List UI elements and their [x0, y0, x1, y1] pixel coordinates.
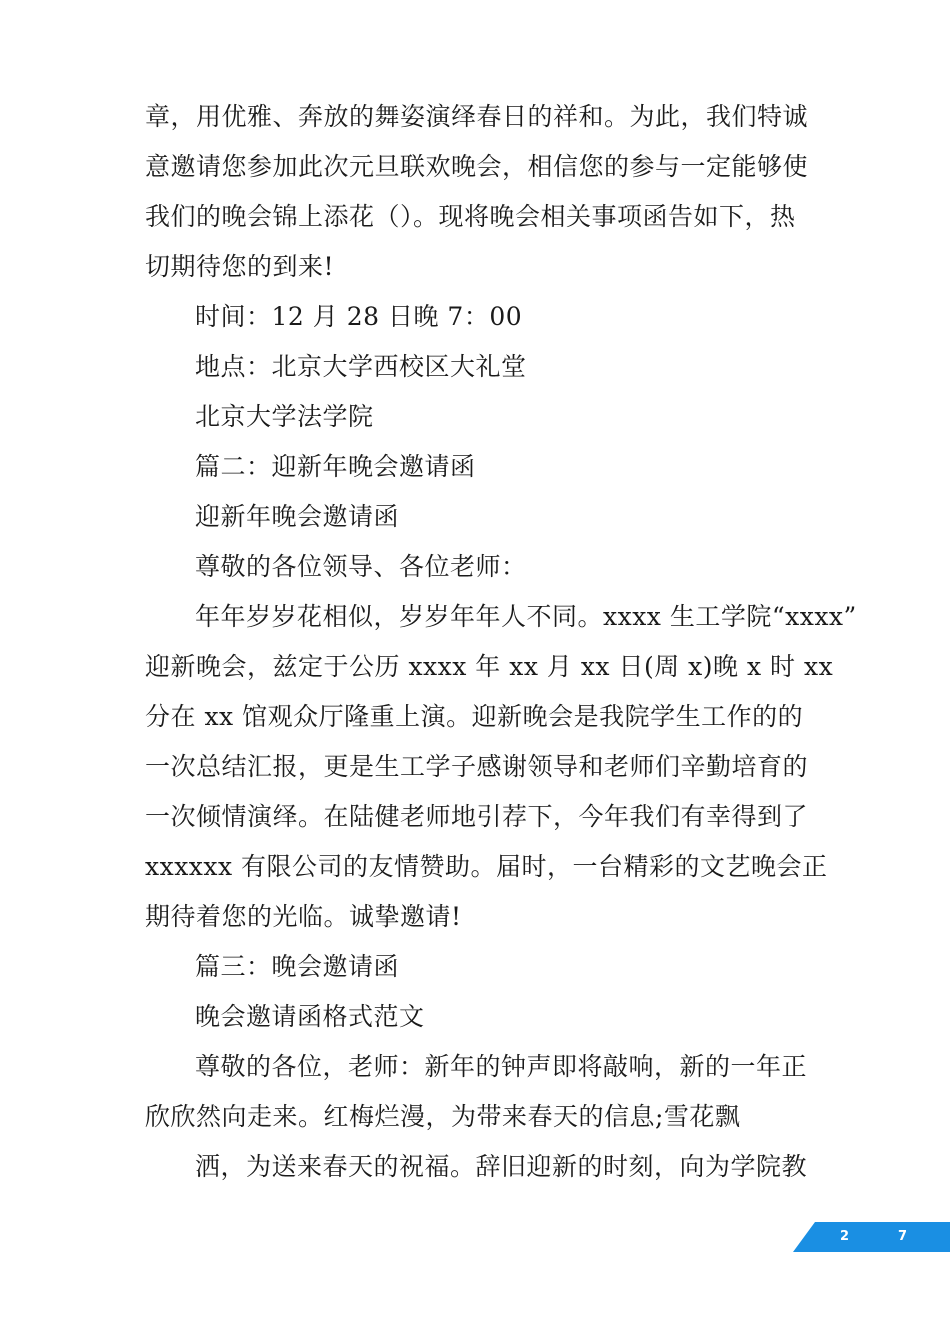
text-line: 章，用优雅、奔放的舞姿演绎春日的祥和。为此，我们特诚	[145, 102, 809, 131]
text-line: 时间：12 月 28 日晚 7：00	[195, 302, 523, 331]
text-line: 一次倾情演绎。在陆健老师地引荐下，今年我们有幸得到了	[145, 802, 809, 831]
text-line: 尊敬的各位领导、各位老师：	[195, 552, 527, 581]
text-line: 切期待您的到来!	[145, 252, 335, 281]
text-line: 洒，为送来春天的祝福。辞旧迎新的时刻，向为学院教	[195, 1152, 808, 1181]
text-line: 迎新年晚会邀请函	[195, 502, 400, 531]
text-line: 欣欣然向走来。红梅烂漫，为带来春天的信息;雪花飘	[145, 1102, 741, 1131]
banner-shape	[793, 1222, 950, 1252]
text-line: xxxxxx 有限公司的友情赞助。届时，一台精彩的文艺晚会正	[145, 852, 828, 881]
text-line: 晚会邀请函格式范文	[195, 1002, 425, 1031]
text-line: 地点：北京大学西校区大礼堂	[195, 352, 527, 381]
page-number-current: 2	[840, 1229, 850, 1244]
text-line: 期待着您的光临。诚挚邀请!	[145, 902, 462, 931]
text-line: 迎新晚会，兹定于公历 xxxx 年 xx 月 xx 日(周 x)晚 x 时 xx	[145, 652, 834, 681]
text-line: 一次总结汇报，更是生工学子感谢领导和老师们辛勤培育的	[145, 752, 809, 781]
page-number-banner	[793, 1222, 950, 1252]
text-line: 北京大学法学院	[195, 402, 374, 431]
text-line: 尊敬的各位，老师：新年的钟声即将敲响，新的一年正	[195, 1052, 808, 1081]
text-line: 年年岁岁花相似，岁岁年年人不同。xxxx 生工学院“xxxx”	[195, 602, 857, 631]
text-line: 我们的晚会锦上添花（）。现将晚会相关事项函告如下，热	[145, 202, 796, 231]
section-heading: 篇三：晚会邀请函	[195, 952, 400, 981]
text-line: 意邀请您参加此次元旦联欢晚会，相信您的参与一定能够使	[145, 152, 809, 181]
text-line: 分在 xx 馆观众厅隆重上演。迎新晚会是我院学生工作的的	[145, 702, 804, 731]
page-number-total: 7	[898, 1229, 908, 1244]
section-heading: 篇二：迎新年晚会邀请函	[195, 452, 476, 481]
